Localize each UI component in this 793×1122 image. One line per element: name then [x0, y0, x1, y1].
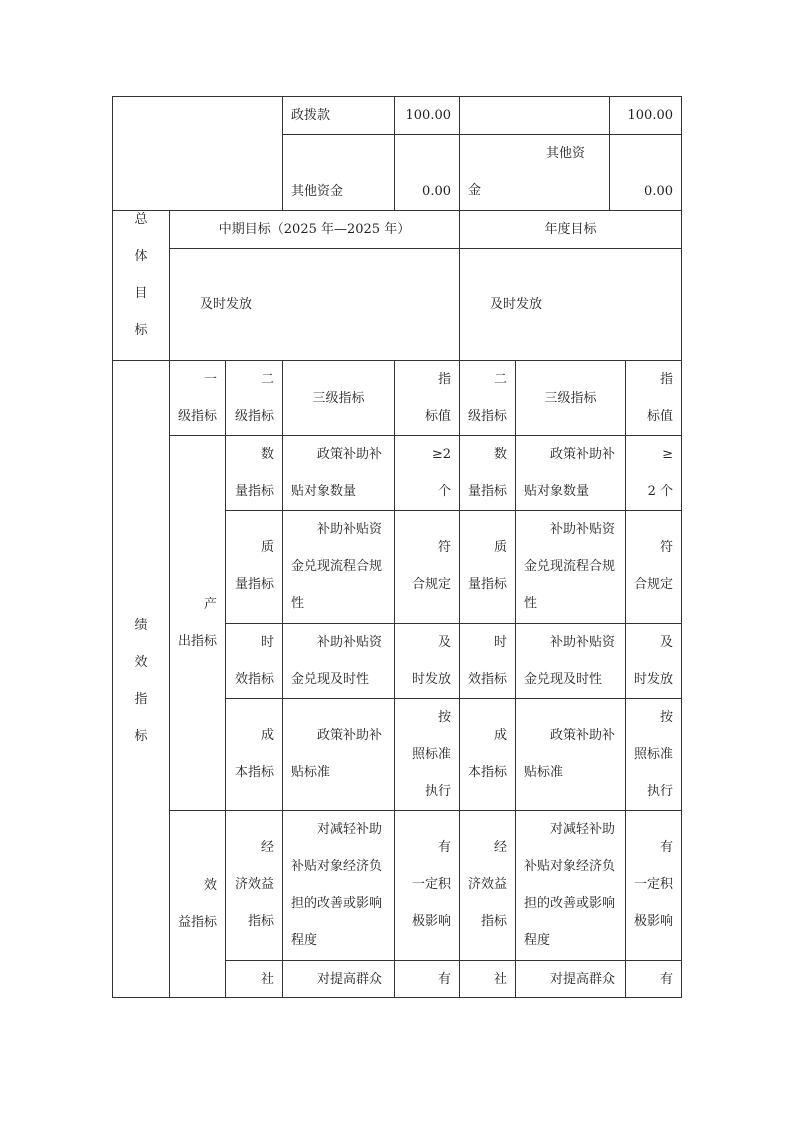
time-val: 及 时发放 [394, 623, 459, 698]
cost-l2: 成 本指标 [225, 698, 282, 810]
other-mid-label: 其他资金 [282, 134, 394, 210]
other-mid-value: 0.00 [394, 134, 459, 210]
qual-l3-year: 补助补贴资 金兑现流程合规 性 [515, 510, 625, 623]
col-val-header: 指 标值 [394, 360, 459, 435]
fiscal-year-value: 100.00 [609, 96, 682, 134]
col-l2-header-year: 二 级指标 [459, 360, 515, 435]
qty-val-year: ≥ 2 个 [625, 435, 682, 510]
other-year-value: 0.00 [609, 134, 682, 210]
qty-l2: 数 量指标 [225, 435, 282, 510]
col-l2-header: 二 级指标 [225, 360, 282, 435]
soc-val: 有 [394, 960, 459, 998]
time-l3: 补助补贴资 金兑现及时性 [282, 623, 394, 698]
cost-l2-year: 成 本指标 [459, 698, 515, 810]
cost-l3: 政策补助补 贴标准 [282, 698, 394, 810]
qual-val-year: 符 合规定 [625, 510, 682, 623]
soc-l3: 对提高群众 [282, 960, 394, 998]
qty-l3-year: 政策补助补 贴对象数量 [515, 435, 625, 510]
qty-val: ≥2 个 [394, 435, 459, 510]
soc-l2: 社 [225, 960, 282, 998]
econ-l3-year: 对减轻补助 补贴对象经济负 担的改善或影响 程度 [515, 810, 625, 960]
soc-l2-year: 社 [459, 960, 515, 998]
time-l3-year: 补助补贴资 金兑现及时性 [515, 623, 625, 698]
qual-l3: 补助补贴资 金兑现流程合规 性 [282, 510, 394, 623]
qual-l2-year: 质 量指标 [459, 510, 515, 623]
col-l1-header: 一 级指标 [169, 360, 225, 435]
mid-goal-label: 中期目标（2025 年—2025 年） [169, 210, 459, 248]
soc-l3-year: 对提高群众 [515, 960, 625, 998]
econ-l2: 经 济效益 指标 [225, 810, 282, 960]
qty-l3: 政策补助补 贴对象数量 [282, 435, 394, 510]
year-goal-label: 年度目标 [459, 210, 682, 248]
other-year-label: 其他资 金 [459, 134, 609, 210]
blank-cell [112, 96, 282, 210]
econ-val-year: 有 一定积 极影响 [625, 810, 682, 960]
time-l2-year: 时 效指标 [459, 623, 515, 698]
col-val-header-year: 指 标值 [625, 360, 682, 435]
fiscal-label: 政拨款 [282, 96, 394, 134]
cost-val: 按 照标准 执行 [394, 698, 459, 810]
qual-l2: 质 量指标 [225, 510, 282, 623]
time-val-year: 及 时发放 [625, 623, 682, 698]
year-goal-text: 及时发放 [459, 248, 682, 360]
perf-header: 绩 效 指 标 [112, 360, 169, 998]
time-l2: 时 效指标 [225, 623, 282, 698]
econ-l2-year: 经 济效益 指标 [459, 810, 515, 960]
econ-val: 有 一定积 极影响 [394, 810, 459, 960]
cost-l3-year: 政策补助补 贴标准 [515, 698, 625, 810]
col-l3-header: 三级指标 [282, 360, 394, 435]
fiscal-mid-value: 100.00 [394, 96, 459, 134]
econ-l3: 对减轻补助 补贴对象经济负 担的改善或影响 程度 [282, 810, 394, 960]
cost-val-year: 按 照标准 执行 [625, 698, 682, 810]
cat-benefit: 效 益指标 [169, 810, 225, 998]
qty-l2-year: 数 量指标 [459, 435, 515, 510]
qual-val: 符 合规定 [394, 510, 459, 623]
col-l3-header-year: 三级指标 [515, 360, 625, 435]
mid-goal-text: 及时发放 [169, 248, 459, 360]
fiscal-year-blank [459, 96, 609, 134]
goals-header: 总 体 目 标 [112, 210, 169, 360]
soc-val-year: 有 [625, 960, 682, 998]
cat-output: 产 出指标 [169, 435, 225, 810]
